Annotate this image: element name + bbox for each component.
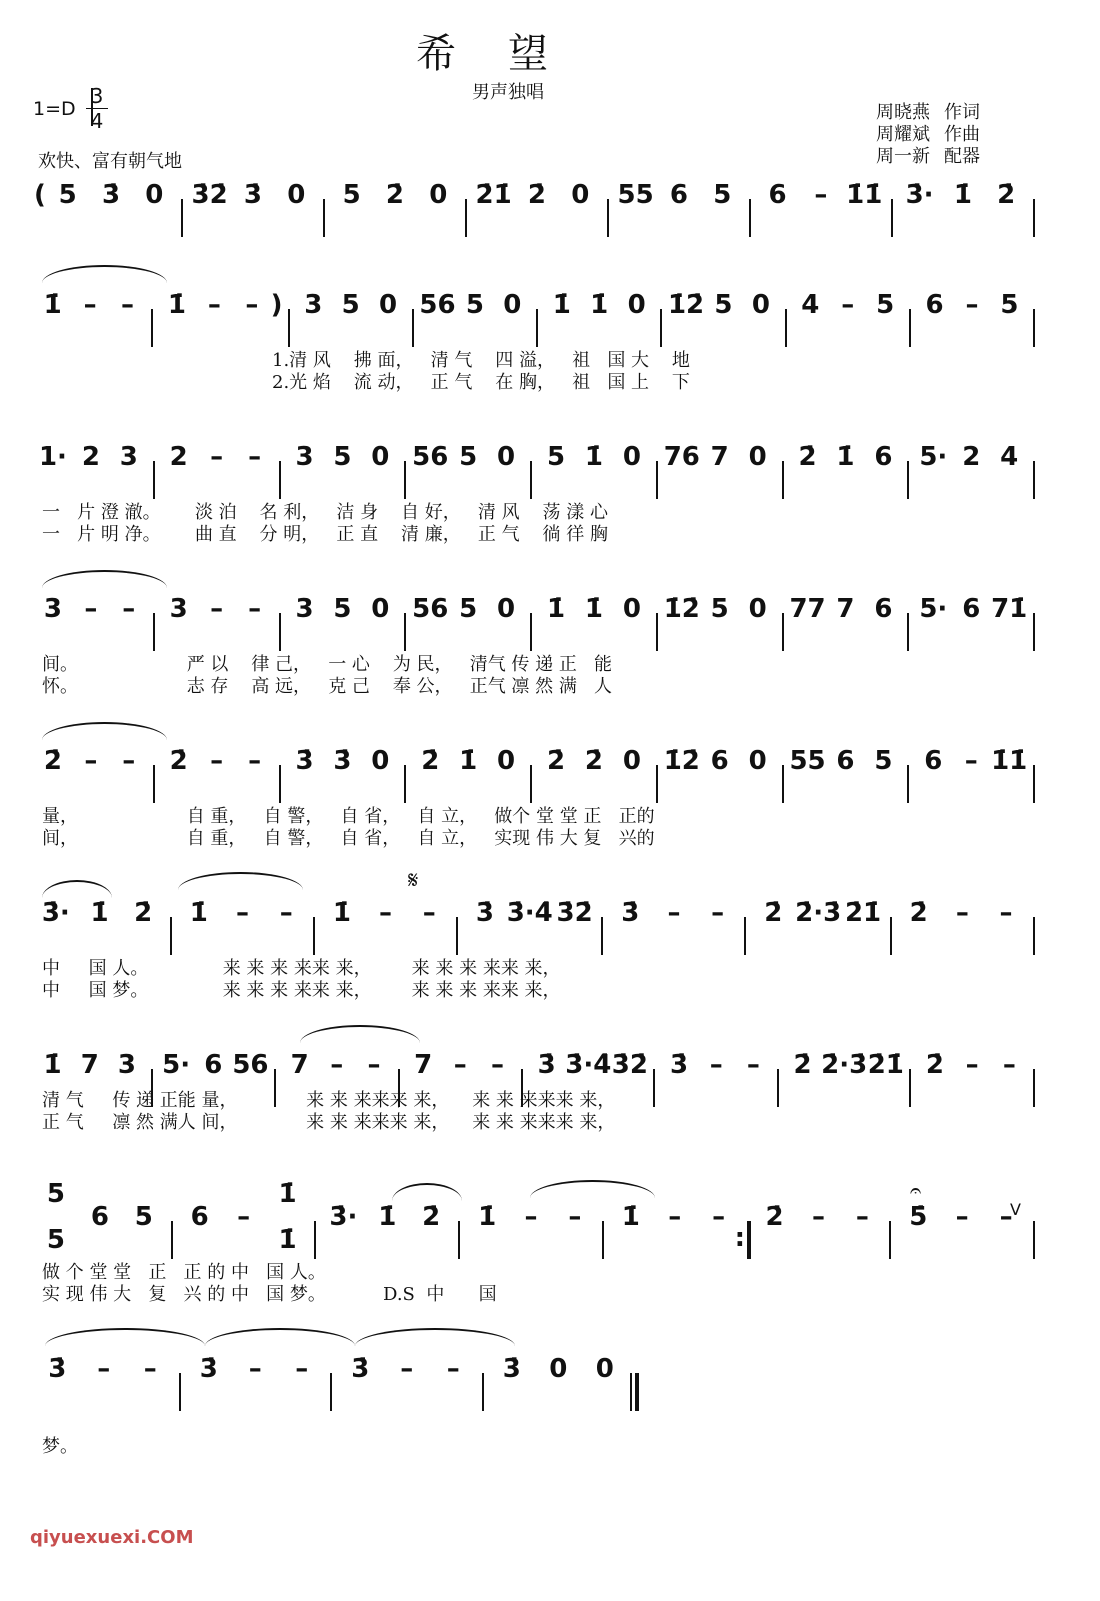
note: – [210,594,224,624]
note: – [667,898,681,928]
note: – [965,1050,979,1080]
note: 3̇ [502,1354,521,1384]
note: 1̇2̇ [663,746,700,776]
note: 1̇ [546,594,566,624]
note: 56 [232,1050,269,1080]
note: 1̇ [43,290,62,320]
note: 0 [622,746,641,776]
note: 5 [342,180,361,210]
note: 5 [134,1202,153,1232]
note: 3̇·4̇ [506,898,553,928]
note: 2̇ [527,180,546,210]
note: 5 [333,594,352,624]
note: – [524,1202,538,1232]
note: 1̇ [552,290,571,320]
note: 6 [190,1202,209,1232]
note: 3 [304,290,323,320]
note: 3̇2̇ [556,898,593,928]
song-subtitle: 男声独唱 [472,82,544,103]
note: – [709,1050,723,1080]
note: 0 [371,442,390,472]
score-line [34,738,1040,784]
note: – [97,1354,111,1384]
site-watermark: qiyuexuexi.COM [30,1527,194,1548]
note: 1̇ [590,290,609,320]
note: 1̇ [332,898,351,928]
score-line [34,434,1040,480]
slur [45,1328,205,1364]
lyric-verse: 中 国 梦。 来 来 来 来来 来， 来 来 来 来来 来， [42,980,561,1001]
note: – [746,1050,760,1080]
lyric-verse: 做 个 堂 堂 正 正 的 中 国 人。 [42,1262,326,1283]
note: 3 [117,1050,136,1080]
note: 3̇ [475,898,494,928]
slur [392,1183,462,1219]
note: 2̇·3̇ [821,1050,868,1080]
note: 3̇·4̇ [565,1050,612,1080]
fermata-sign: 𝄐 [910,1178,922,1202]
note: 1̇1̇ [991,746,1028,776]
note: 0 [429,180,448,210]
note: – [955,1202,969,1232]
note: 3̇ [621,898,640,928]
note: 0 [748,442,767,472]
note: 3̇ [48,1354,67,1384]
note: – [712,1202,726,1232]
note: 5 [710,594,729,624]
note: – [965,290,979,320]
lyrics-block [42,1090,615,1134]
note: 2̇ [584,746,603,776]
note: 2̇ [925,1050,945,1080]
note: 0 [571,180,590,210]
note: 7 [290,1050,309,1080]
note: 3̇ [199,1354,218,1384]
note: – [955,898,969,928]
credits [876,102,980,168]
note: 77 [789,594,826,624]
score-line [34,282,1040,328]
note: 6 [962,594,981,624]
note: 55 [617,180,654,210]
note: 6 [768,180,787,210]
note: 3 [295,594,314,624]
credit-composer: 周耀斌 作曲 [876,124,980,145]
note: – [855,1202,869,1232]
note: 6 [204,1050,223,1080]
note: 6 [669,180,688,210]
lyric-verse: 间。 严 以 律 己， 一 心 为 民， 清气 传 递 正 能 [42,654,613,675]
note: 6 [874,594,893,624]
lyric-verse: 实 现 伟 大 复 兴 的 中 国 梦。 D.S 中 国 [42,1284,497,1305]
note: 0 [627,290,646,320]
note: 2̇1̇ [475,180,512,210]
lyrics-block [42,502,608,546]
note: ) [270,290,283,320]
note: 3̇· [905,180,934,210]
note: – [122,746,136,776]
slur [205,1328,355,1364]
note: 5 [459,594,478,624]
note: – [999,898,1013,928]
note: 2̇ [764,898,783,928]
note: 0 [622,594,641,624]
note: 3̇ [537,1050,556,1080]
note: – [121,290,135,320]
note: 4 [801,290,820,320]
score-line [34,586,1040,632]
note: 1̇ [478,1202,497,1232]
note: 6 [836,746,855,776]
note: 1̇ 1̇ [278,1179,297,1255]
slur [42,265,167,301]
note: 1̇ [459,746,478,776]
note: 5 [874,746,893,776]
slur [355,1328,515,1364]
note: 56 [412,442,449,472]
lyric-verse: 间， 自 重， 自 警， 自 省， 自 立， 实现 伟 大 复 兴的 [42,828,655,849]
note: 2̇1̇ [867,1050,904,1080]
note: – [1002,1050,1016,1080]
note: 5̇ [909,1202,928,1232]
meter-bottom: 4 [86,108,108,133]
slur [42,570,167,606]
tempo-marking: 欢快、富有朝气地 [38,151,182,172]
note: – [248,442,262,472]
note: 3 [295,442,314,472]
note: 3̇ [351,1354,370,1384]
note: 3̇ [101,180,121,210]
credit-lyricist: 周晓燕 作词 [876,102,980,123]
note: 1̇ [584,442,603,472]
note: 0 [371,746,390,776]
note: 7 [836,594,855,624]
note: 0 [287,180,306,210]
note: 1̇2̇ [667,290,705,320]
note: 1̇2̇ [663,594,700,624]
note: 0 [379,290,398,320]
note: – [668,1202,682,1232]
note: 1̇1̇ [846,180,883,210]
note: – [446,1354,460,1384]
note: – [295,1354,309,1384]
note: 5 [546,442,566,472]
note: 1̇ [43,1050,62,1080]
key-signature: 1=D [33,98,76,120]
note: 6 [710,746,729,776]
note: 5 [713,180,732,210]
note: 2̇·3̇ [795,898,842,928]
note: 1̇ [167,290,187,320]
note: 2̇ [793,1050,812,1080]
slur [178,872,303,908]
slur [42,722,167,758]
note: 3̇· [329,1202,358,1232]
lyrics-block [272,350,690,394]
note: 71̇ [991,594,1028,624]
note: 6 [924,746,943,776]
lyrics-block [42,958,561,1002]
note: – [245,290,259,320]
note: 2̇ [997,180,1016,210]
lyric-verse: 1.清 风 拂 面， 清 气 四 溢， 祖 国 大 地 [272,350,690,371]
note: 5 [341,290,360,320]
note: 3̇ [670,1050,689,1080]
lyric-verse: 量， 自 重， 自 警， 自 省， 自 立， 做个 堂 堂 正 正的 [42,806,655,827]
note: 2̇ [421,746,440,776]
meter-top: 3 [90,84,104,108]
note: 2̇ [765,1202,784,1232]
lyrics-block [42,654,612,698]
note: 1̇ [953,180,972,210]
note: – [490,1050,504,1080]
note: 2 [81,442,100,472]
note: – [207,290,221,320]
note: 1̇ [836,442,855,472]
note: 0 [371,594,390,624]
note: 0 [751,290,770,320]
score-line [34,172,1040,218]
note: – [248,1354,262,1384]
note: 1̇ [189,898,208,928]
note: 3̇ [295,746,314,776]
note: 2̇ [169,746,188,776]
note: 0 [595,1354,614,1384]
note: 1̇ [584,594,603,624]
note: 5· [919,594,948,624]
note: 3 [169,594,188,624]
note: 0 [622,442,641,472]
note: 5 5 [46,1179,65,1255]
note: 3̇2̇ [611,1050,648,1080]
score-line [34,1042,1040,1088]
lyric-verse: 一 片 明 净。 曲 直 分 明， 正 直 清 廉， 正 气 徜 徉 胸 [42,524,608,545]
note: 3 [43,594,62,624]
lyrics-block [42,806,655,850]
note: 2̇ [798,442,817,472]
note: 1̇ [378,1202,397,1232]
note: 6 [925,290,944,320]
note: 55 [789,746,826,776]
slur [42,880,112,916]
note: 2 [169,442,188,472]
note: 3̇2̇ [191,180,228,210]
breath-mark: V [1010,1200,1021,1219]
note: 0 [497,594,516,624]
lyric-verse: 怀。 志 存 高 远， 克 己 奉 公， 正气 凛 然 满 人 [42,676,613,697]
note: 5 [714,290,733,320]
note: – [568,1202,582,1232]
note: 0 [497,442,516,472]
note: 2̇ [385,180,404,210]
note: – [711,898,725,928]
note: – [964,746,978,776]
note: 7 [414,1050,433,1080]
note: – [236,898,250,928]
slur [530,1180,655,1216]
note: – [248,746,262,776]
song-title: 希望 [416,31,600,77]
note: 1̇ [90,898,109,928]
note: 5 [58,180,77,210]
note: 5 [459,442,478,472]
note: 0 [748,746,767,776]
note: 56 [419,290,456,320]
segno-sign: 𝄋 [408,866,419,894]
note: 5 [876,290,895,320]
note: – [83,290,97,320]
note: 76 [663,442,700,472]
lyric-verse: 2.光 焰 流 动， 正 气 在 胸， 祖 国 上 下 [272,372,690,393]
lyric-verse: 中 国 人。 来 来 来 来来 来， 来 来 来 来来 来， [42,958,561,979]
note: – [453,1050,467,1080]
lyric-verse: 梦。 [42,1436,78,1457]
note: 0 [503,290,522,320]
note: – [84,746,98,776]
lyric-verse: 一 片 澄 澈。 淡 泊 名 利， 洁 身 自 好， 清 风 荡 漾 心 [42,502,608,523]
note: 5 [1000,290,1019,320]
note: 0 [748,594,767,624]
note: 2 [962,442,981,472]
note: – [379,898,393,928]
lyric-verse: 清 气 传 递 正能 量， 来 来 来来来 来， 来 来 来来来 来， [42,1090,616,1111]
note: 5 [465,290,484,320]
note: – [422,898,436,928]
note: 2̇ [546,746,566,776]
note: 5· [919,442,948,472]
note: 5 [333,442,352,472]
note: – [841,290,855,320]
note: 2̇ [134,898,153,928]
note: 7 [710,442,729,472]
note: – [122,594,136,624]
note: – [279,898,293,928]
credit-arranger: 周一新 配器 [876,146,980,167]
note: 6 [874,442,893,472]
note: – [367,1050,381,1080]
note: 2̇ [909,898,928,928]
note: – [210,442,224,472]
note: – [237,1202,251,1232]
note: 0 [145,180,164,210]
note: – [400,1354,414,1384]
note: 1· [38,442,67,472]
note: – [210,746,224,776]
note: 7 [80,1050,99,1080]
note: 1̇ [621,1202,640,1232]
note: 6 [90,1202,109,1232]
note: – [143,1354,157,1384]
note: – [248,594,262,624]
lyric-verse: 正 气 凛 然 满人 间， 来 来 来来来 来， 来 来 来来来 来， [42,1112,616,1133]
note: 0 [549,1354,568,1384]
slur [300,1025,420,1061]
note: 3 [119,442,138,472]
note: 56 [412,594,449,624]
note: – [330,1050,344,1080]
note: – [811,1202,825,1232]
note: 2̇ [43,746,62,776]
note: ( [34,180,46,210]
lyrics-block [42,1262,497,1306]
note: 5· [162,1050,191,1080]
note: 4 [1000,442,1019,472]
note: – [999,1202,1013,1232]
note: 3̇ [243,180,263,210]
note: 0 [497,746,516,776]
note: 3̇· [41,898,70,928]
note: 2̇1̇ [844,898,882,928]
lyrics-block [42,1436,78,1458]
note: – [814,180,828,210]
note: 2̇ [422,1202,441,1232]
note: 3̇ [333,746,352,776]
note: – [84,594,98,624]
time-signature [86,84,108,133]
